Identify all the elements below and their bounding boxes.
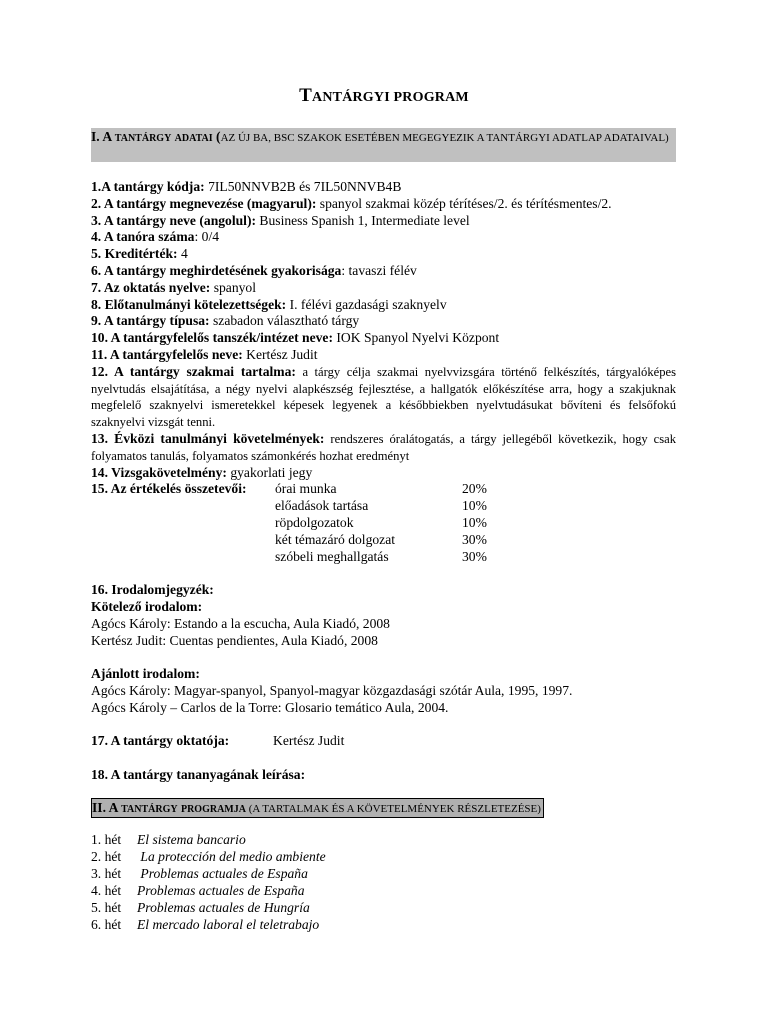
assessment-row bbox=[91, 481, 676, 498]
week-row bbox=[91, 832, 676, 849]
item-value: a tárgy célja szakmai nyelvvizsgára történő felkészítés, tárgyalóképes nyelvtudás elsajátítása, a négy nyelvi alapkészség fejlesztése, a hallgatók előkészítése arra, hogy a szakjuknak megfelelő szaknyelvi ismeretekkel képesek legyenek a későbbiekben nyelvtudásukat bővíteni és felsőfokú szaknyelvi vizsgát tenni. bbox=[91, 364, 676, 430]
item-label: 14. Vizsgakövetelmény: bbox=[91, 464, 227, 480]
week-number: 4. hét bbox=[91, 883, 122, 898]
literature-heading: 16. Irodalomjegyzék: bbox=[91, 582, 214, 598]
literature-item: Kertész Judit: Cuentas pendientes, Aula Kiadó, 2008 bbox=[91, 632, 378, 648]
assessment-percent: 20% bbox=[462, 481, 487, 497]
literature-item: Agócs Károly – Carlos de la Torre: Glosario temático Aula, 2004. bbox=[91, 699, 449, 715]
assessment-percent: 30% bbox=[462, 548, 487, 564]
item-value: szabadon választható tárgy bbox=[209, 313, 360, 329]
assessment-row bbox=[91, 498, 676, 515]
item-value: Business Spanish 1, Intermediate level bbox=[256, 212, 470, 228]
item-label: 5. Kreditérték: bbox=[91, 246, 178, 262]
item-content bbox=[91, 364, 676, 431]
item-language bbox=[91, 280, 676, 297]
item-responsible bbox=[91, 347, 676, 364]
assessment-percent: 30% bbox=[462, 531, 487, 547]
week-row bbox=[91, 900, 676, 917]
material-label: 18. A tantárgy tananyagának leírása: bbox=[91, 766, 306, 782]
assessment-component: előadások tartása bbox=[275, 498, 369, 514]
assessment-row bbox=[91, 532, 676, 549]
week-row bbox=[91, 917, 676, 934]
title-initial: T bbox=[299, 85, 313, 106]
assessment-row bbox=[91, 515, 676, 532]
week-number: 3. hét bbox=[91, 866, 122, 881]
item-label: 8. Előtanulmányi kötelezettségek: bbox=[91, 296, 287, 312]
item-label: 12. A tantárgy szakmai tartalma: bbox=[91, 363, 296, 379]
week-topic: El mercado laboral el teletrabajo bbox=[137, 917, 320, 932]
course-data-list bbox=[91, 179, 676, 784]
assessment-label: 15. Az értékelés összetevői: bbox=[91, 481, 247, 497]
title-rest: ANTÁRGYI PROGRAM bbox=[312, 90, 469, 105]
assessment-component: szóbeli meghallgatás bbox=[275, 548, 389, 564]
item-label: 9. A tantárgy típusa: bbox=[91, 313, 210, 329]
item-course-name-en bbox=[91, 213, 676, 230]
instructor-row bbox=[91, 733, 676, 750]
page-title bbox=[0, 85, 768, 107]
item-value: spanyol bbox=[210, 279, 256, 295]
item-label: 7. Az oktatás nyelve: bbox=[91, 279, 211, 295]
assessment-percent: 10% bbox=[462, 514, 487, 530]
section-1-heading bbox=[91, 128, 676, 162]
assessment-row bbox=[91, 549, 676, 566]
week-row bbox=[91, 849, 676, 866]
item-label: 1.A tantárgy kódja: bbox=[91, 179, 205, 194]
item-label: 11. A tantárgyfelelős neve: bbox=[91, 346, 243, 362]
item-course-code bbox=[91, 179, 676, 196]
item-frequency bbox=[91, 263, 676, 280]
week-topic: La protección del medio ambiente bbox=[137, 849, 326, 864]
section-1-note: AZ ÚJ BA, BSC SZAKOK ESETÉBEN MEGEGYEZIK A TANTÁRGYI ADATLAP ADATAIVAL) bbox=[220, 132, 669, 144]
week-number: 5. hét bbox=[91, 900, 122, 915]
item-label: 13. Évközi tanulmányi követelmények: bbox=[91, 430, 325, 446]
item-value: gyakorlati jegy bbox=[226, 464, 313, 480]
section-2-title: II. A tantárgy programja bbox=[92, 800, 246, 815]
section-2-heading bbox=[91, 798, 544, 818]
section-2-note: (A TARTALMAK ÉS A KÖVETELMÉNYEK RÉSZLETEZÉSE) bbox=[245, 803, 541, 815]
literature-item: Agócs Károly: Magyar-spanyol, Spanyol-magyar közgazdasági szótár Aula, 1995, 1997. bbox=[91, 682, 573, 698]
week-number: 2. hét bbox=[91, 849, 122, 864]
item-value: spanyol szakmai közép térítéses/2. és térítésmentes/2. bbox=[316, 195, 612, 211]
item-credits bbox=[91, 246, 676, 263]
item-exam bbox=[91, 465, 676, 482]
weekly-program bbox=[91, 832, 676, 934]
week-row bbox=[91, 883, 676, 900]
item-value: IOK Spanyol Nyelvi Központ bbox=[333, 330, 500, 346]
item-value: 4 bbox=[177, 246, 188, 262]
mandatory-literature-label: Kötelező irodalom: bbox=[91, 598, 203, 614]
week-topic: Problemas actuales de España bbox=[137, 866, 308, 881]
item-value: Kertész Judit bbox=[242, 346, 318, 362]
item-course-name-hu bbox=[91, 196, 676, 213]
item-course-type bbox=[91, 313, 676, 330]
assessment-component: órai munka bbox=[275, 481, 337, 497]
instructor-label: 17. A tantárgy oktatója: bbox=[91, 733, 230, 749]
item-requirements bbox=[91, 431, 676, 465]
assessment-percent: 10% bbox=[462, 498, 487, 514]
week-topic: El sistema bancario bbox=[137, 832, 246, 847]
section-1-title: I. A tantárgy adatai ( bbox=[91, 129, 221, 144]
item-value: : tavaszi félév bbox=[341, 262, 417, 278]
item-lesson-count bbox=[91, 229, 676, 246]
assessment-component: két témazáró dolgozat bbox=[275, 531, 396, 547]
recommended-literature-label: Ajánlott irodalom: bbox=[91, 666, 200, 682]
item-label: 2. A tantárgy megnevezése (magyarul): bbox=[91, 195, 317, 211]
item-label: 10. A tantárgyfelelős tanszék/intézet neve: bbox=[91, 330, 333, 346]
item-label: 6. A tantárgy meghirdetésének gyakorisága bbox=[91, 262, 342, 278]
item-value: 7IL50NNVB2B és 7IL50NNVB4B bbox=[204, 179, 402, 194]
instructor-value: Kertész Judit bbox=[273, 733, 345, 749]
week-number: 1. hét bbox=[91, 832, 122, 847]
item-label: 3. A tantárgy neve (angolul): bbox=[91, 212, 257, 228]
item-value: I. félévi gazdasági szaknyelv bbox=[286, 296, 447, 312]
item-value: : 0/4 bbox=[194, 229, 220, 245]
week-topic: Problemas actuales de España bbox=[137, 883, 305, 898]
assessment-component: röpdolgozatok bbox=[275, 514, 354, 530]
item-prerequisites bbox=[91, 297, 676, 314]
item-value: rendszeres óralátogatás, a tárgy jellegéből következik, hogy csak folyamatos tanulás, folyamatos számonkérés hozhat eredményt bbox=[91, 431, 676, 463]
week-number: 6. hét bbox=[91, 917, 122, 932]
item-department bbox=[91, 330, 676, 347]
week-row bbox=[91, 866, 676, 883]
literature-item: Agócs Károly: Estando a la escucha, Aula Kiadó, 2008 bbox=[91, 615, 390, 631]
week-topic: Problemas actuales de Hungría bbox=[137, 900, 310, 915]
item-label: 4. A tanóra száma bbox=[91, 229, 195, 245]
